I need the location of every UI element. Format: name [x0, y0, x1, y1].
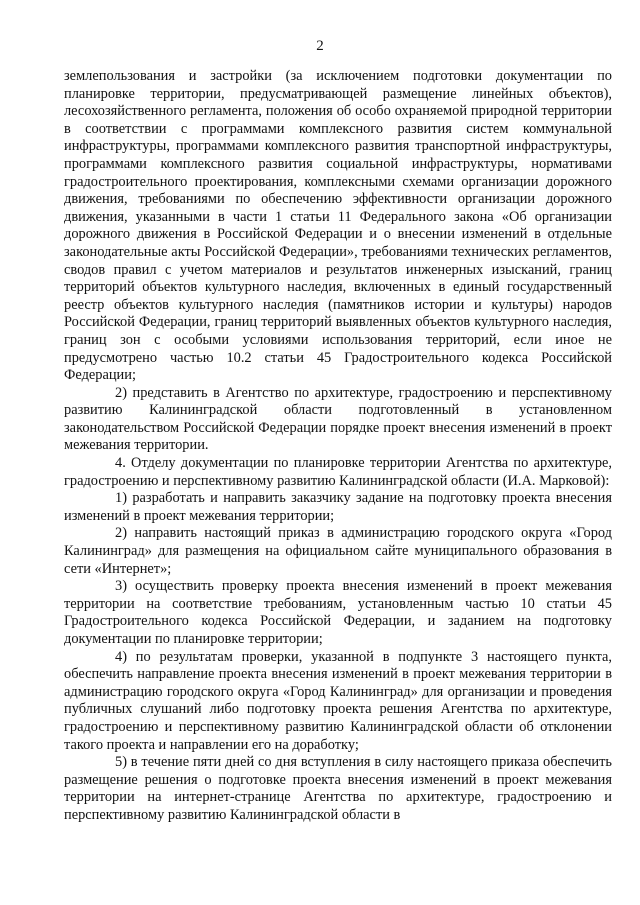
paragraph-section-4: 4. Отделу документации по планировке территории Агентства по архитектуре, градостроению и перспективному развитию Калининградской области (И.А. Марковой):	[64, 455, 612, 489]
paragraph-item-4-1: 1) разработать и направить заказчику задание на подготовку проекта внесения изменений в проект межевания территории;	[64, 490, 612, 524]
paragraph-continuation: землепользования и застройки (за исключением подготовки документации по планировке территории, предусматривающей размещение линейных объектов), лесохозяйственного регламента, положения об особо охраняемой природной территории в соответствии с программами комплексного развития систем коммунальной инфраструктуры, программами комплексного развития транспортной инфраструктуры, программами комплексного развития социальной инфраструктуры, нормативами градостроительного проектирования, комплексными схемами организации дорожного движения, требованиями по обеспечению эффективности организации дорожного движения, указанными в части 1 статьи 11 Федерального закона «Об организации дорожного движения в Российской Федерации и о внесении изменений в отдельные законодательные акты Российской Федерации», требованиями технических регламентов, сводов правил с учетом материалов и результатов инженерных изысканий, границ территорий объектов культурного наследия, включенных в единый государственный реестр объектов культурного наследия (памятников истории и культуры) народов Российской Федерации, границ территорий выявленных объектов культурного наследия, границ зон с особыми условиями использования территорий, если иное не предусмотрено частью 10.2 статьи 45 Градостроительного кодекса Российской Федерации;	[64, 68, 612, 384]
document-body	[64, 68, 612, 825]
paragraph-item-2: 2) представить в Агентство по архитектуре, градостроению и перспективному развитию Калининградской области подготовленный в установленном законодательством Российской Федерации порядке проект внесения изменений в проект межевания территории.	[64, 384, 612, 454]
paragraph-item-4-4: 4) по результатам проверки, указанной в подпункте 3 настоящего пункта, обеспечить направление проекта внесения изменений в проект межевания территории в администрацию городского округа «Город Калининград» для организации и проведения публичных слушаний либо подготовку проекта решения Агентства по архитектуре, градостроению и перспективному развитию Калининградской области об отклонении такого проекта и направлении его на доработку;	[64, 648, 612, 753]
page-number: 2	[316, 38, 324, 54]
paragraph-item-4-3: 3) осуществить проверку проекта внесения изменений в проект межевания территории на соответствие требованиям, установленным частью 10 статьи 45 Градостроительного кодекса Российской Федерации, и заданием на подготовку документации по планировке территории;	[64, 578, 612, 647]
paragraph-item-4-5: 5) в течение пяти дней со дня вступления в силу настоящего приказа обеспечить размещение решения о подготовке проекта внесения изменений в проект межевания территории на интернет-странице Агентства по архитектуре, градостроению и перспективному развитию Калининградской области в	[64, 754, 612, 823]
paragraph-item-4-2: 2) направить настоящий приказ в администрацию городского округа «Город Калининград» для размещения на официальном сайте муниципального образования в сети «Интернет»;	[64, 525, 612, 577]
